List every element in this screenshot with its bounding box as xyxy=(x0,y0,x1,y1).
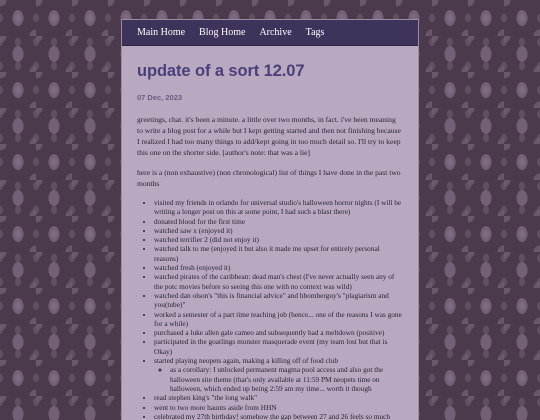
nav-archive[interactable]: Archive xyxy=(259,27,292,38)
list-item: • watched dan olson's "this is financial advice" and hbomberguy's "plagiarism and you(tube)" xyxy=(154,291,403,310)
post-intro: greetings, chat. it's been a minute. a little over two months, in fact. i've been meaning to write a blog post for a while but I kept getting started and then not finishing because I realized I had too many things to add/kept going in too much detail so. I'll try to keep this one on the shorter side. [author's note: that was a lie] xyxy=(137,115,401,157)
list-item-with-sublist xyxy=(154,356,403,393)
list-item: • visited my friends in orlando for universal studio's halloween horror nights (I will be writing a longer post on this at some point, I had such a blast there) xyxy=(154,198,403,217)
list-item: • purchased a luke allen gale cameo and subsequently had a meltdown (positive) xyxy=(154,328,403,337)
sub-list-item: ◦ as a corollary: I unlocked permanent magma pool access and also got the halloween site theme (that's only available at 11:59 PM neopets time on halloween, which ended up being 2:59 am my time... worth it though xyxy=(170,365,403,393)
list-item: • read stephen king's "the long walk" xyxy=(154,393,403,402)
list-intro: here is a (non exhaustive) (non chronological) list of things I have done in the past two months xyxy=(137,168,401,188)
page-container xyxy=(122,20,418,420)
list-item: • celebrated my 27th birthday! somehow the gap between 27 and 26 feels so much xyxy=(154,412,403,420)
nav-main-home[interactable]: Main Home xyxy=(137,27,186,38)
nav-blog-home[interactable]: Blog Home xyxy=(199,27,246,38)
list-item: • donated blood for the first time xyxy=(154,217,403,226)
list-item: • worked a semester of a part time teaching job (hence... one of the reasons I was gone for a while) xyxy=(154,310,403,329)
post-date: 07 Dec, 2023 xyxy=(137,93,183,102)
top-navigation xyxy=(122,20,418,46)
activity-list xyxy=(137,198,403,420)
post-title: update of a sort 12.07 xyxy=(137,62,305,80)
list-item-text: started playing neopets again, making a killing off of food club xyxy=(154,356,339,366)
list-item: • watched fresh (enjoyed it) xyxy=(154,263,403,272)
list-item: • watched talk to me (enjoyed it but also it made me upset for entirely personal reasons) xyxy=(154,244,403,263)
post-content xyxy=(122,62,418,420)
nav-tags[interactable]: Tags xyxy=(305,27,325,38)
list-item: • went to two more haunts aside from HHN xyxy=(154,403,403,412)
sub-list xyxy=(154,365,403,393)
list-item: • participated in the goatlings monster masquerade event (my team lost but that is Okay) xyxy=(154,337,403,356)
list-item: • watched saw x (enjoyed it) xyxy=(154,226,403,235)
list-item: • watched terrifier 2 (did not enjoy it) xyxy=(154,235,403,244)
list-item: • watched pirates of the caribbean: dead man's chest (I've never actually seen any of the potc movies before so seeing this one with no context was wild) xyxy=(154,272,403,291)
